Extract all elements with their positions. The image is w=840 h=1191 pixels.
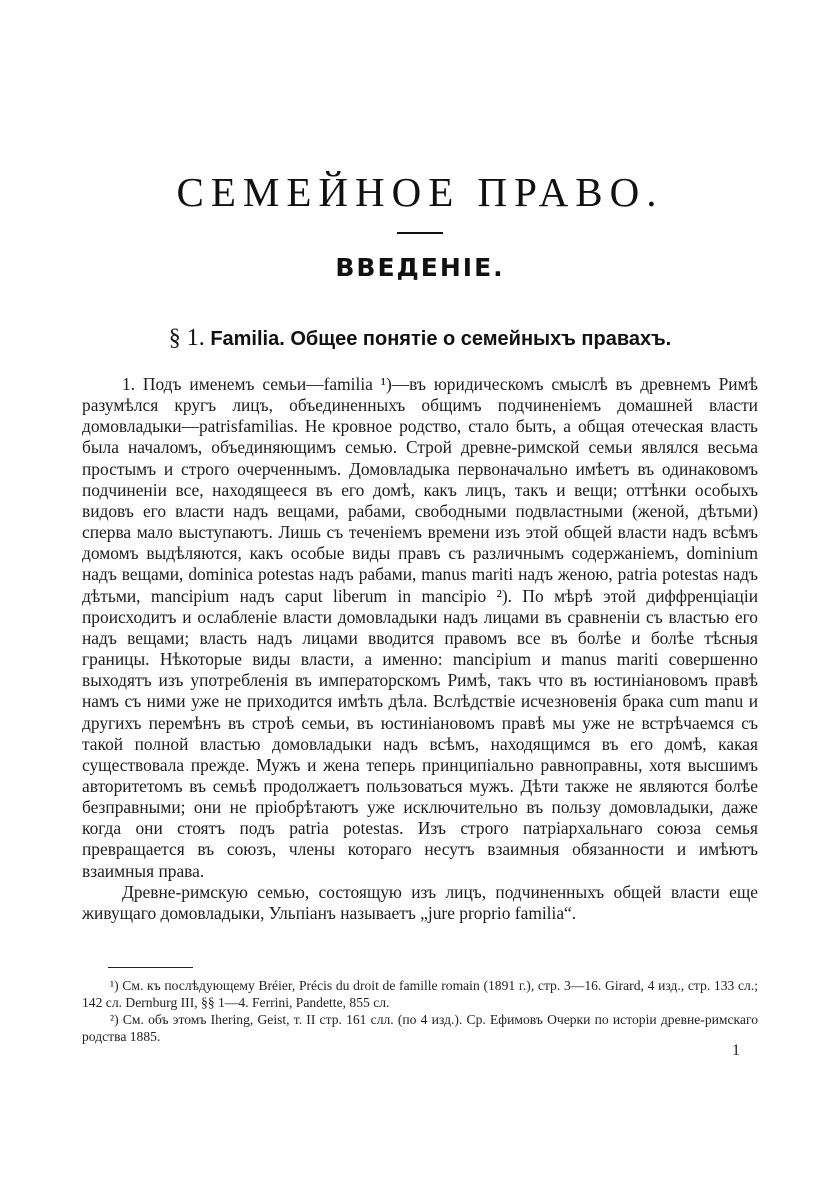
section-symbol: § 1. (168, 325, 205, 351)
page-number: 1 (732, 1042, 740, 1059)
chapter-heading: ВВЕДЕНІЕ. (335, 253, 505, 282)
footnotes (82, 977, 758, 1045)
page-title: СЕМЕЙНОЕ ПРАВО. (176, 169, 664, 215)
footnote: ²) См. объ этомъ Ihering, Geist, т. II стр. 161 слл. (по 4 изд.). Ср. Ефимовъ Очерки по исторіи древне-римскаго родства 1885. (82, 1012, 758, 1044)
paragraph: 1. Подъ именемъ семьи—familia ¹)—въ юридическомъ смыслѣ въ древнемъ Римѣ разумѣлся кругъ лицъ, объединенныхъ общимъ подчиненіемъ домашней власти домовладыки—patrisfamilias. Не кровное родство, стало быть, а общая отеческая власть была началомъ, объединяющимъ семью. Строй древне-римской семьи являлся весьма простымъ и строго очерченнымъ. Домовладыка первоначально имѣетъ въ одинаковомъ подчиненіи все, находящееся въ его домѣ, какъ лицъ, такъ и вещи; оттѣнки особыхъ видовъ его власти надъ вещами, рабами, свободными подвластными (женой, дѣтьми) сперва мало выступаютъ. Лишь съ теченіемъ времени изъ этой общей власти надъ всѣмъ домомъ выдѣляются, какъ особые виды правъ съ различнымъ содержаніемъ, dominium надъ вещами, dominica potestas надъ рабами, manus mariti надъ женою, patria potestas надъ дѣтьми, mancipium надъ caput liberum in mancipio ²). По мѣрѣ этой диффренціаціи происходитъ и ослабленіе власти домовладыки надъ лицами въ сравненіи съ властью его надъ вещами; власть надъ лицами вводится правомъ все въ болѣе и болѣе тѣсныя границы. Нѣкоторые виды власти, а именно: mancipium и manus mariti совершенно выходятъ изъ употребленія въ императорскомъ Римѣ, такъ что въ юстиніановомъ правѣ намъ съ ними уже не приходится имѣть дѣла. Вслѣдствіе исчезновенія брака cum manu и другихъ перемѣнъ въ строѣ семьи, въ юстиніановомъ правѣ мы уже не встрѣчаемся съ такой полной властью домовладыки надъ всѣмъ, находящимся въ его домѣ, какая существовала прежде. Мужъ и жена теперь принципіально равноправны, хотя высшимъ авторитетомъ въ семьѣ продолжаетъ пользоваться мужъ. Дѣти также не являются болѣе безправными; они не пріобрѣтаютъ уже исключительно въ пользу домовладыки, даже когда они стоятъ подъ patria potestas. Изъ строго патріархальнаго союза семья превращается въ союзъ, члены котораго несутъ взаимныя обязанности и имѣютъ взаимныя права. (82, 374, 758, 881)
footnote-separator (108, 967, 193, 968)
section-heading (0, 325, 840, 352)
section-title: Familia. Общее понятіе о семейныхъ правахъ. (210, 328, 672, 350)
paragraph: Древне-римскую семью, состоящую изъ лицъ, подчиненныхъ общей власти еще живущаго домовладыки, Ульпіанъ называетъ „jure proprio familia“. (82, 881, 758, 923)
title-divider (397, 232, 443, 236)
body-text (82, 374, 758, 924)
footnote: ¹) См. къ послѣдующему Bréier, Précis du droit de famille romain (1891 г.), стр. 3—16. Girard, 4 изд., стр. 133 сл.; 142 сл. Dernburg III, §§ 1—4. Ferrini, Pandette, 855 сл. (82, 978, 758, 1010)
